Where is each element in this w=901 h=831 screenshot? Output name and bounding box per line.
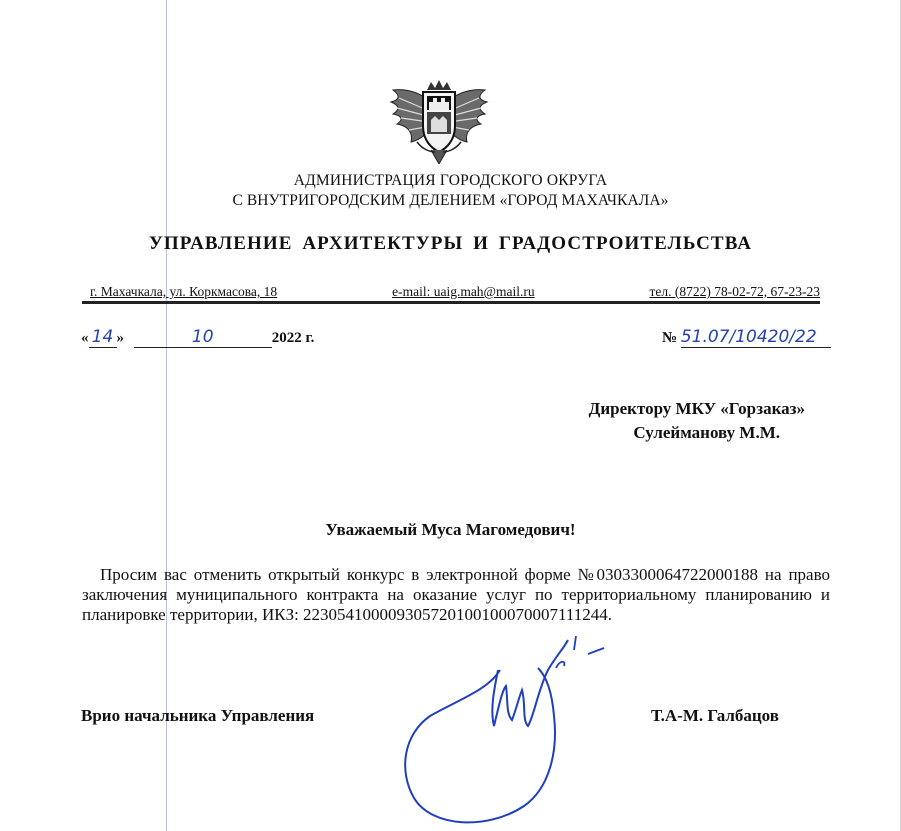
addressee-position: Директору МКУ «Горзаказ» [588, 399, 805, 418]
organization-line-1: АДМИНИСТРАЦИЯ ГОРОДСКОГО ОКРУГА [293, 172, 608, 189]
address-text: г. Махачкала, ул. Коркмасова, 18 [90, 284, 278, 299]
addressee-name: Сулейманову М.М. [633, 423, 780, 442]
number-sign: № [662, 330, 678, 346]
date-close-quote: » [116, 330, 124, 346]
letter-number [662, 327, 831, 348]
greeting: Уважаемый Муса Магомедович! [325, 520, 576, 539]
department-title: УПРАВЛЕНИЕ АРХИТЕКТУРЫ И ГРАДОСТРОИТЕЛЬСТВА [148, 233, 753, 254]
email-text: e-mail: uaig.mah@mail.ru [392, 284, 535, 299]
number-value: 51.07/10420/22 [680, 327, 817, 347]
handwritten-signature [398, 630, 618, 831]
date-year: 2022 г. [271, 330, 315, 346]
coat-of-arms-icon [387, 80, 491, 164]
date-day-field [89, 327, 117, 348]
phone-text: тел. (8722) 78-02-72, 67-23-23 [649, 284, 820, 299]
date-month: 10 [191, 327, 214, 347]
body-paragraph: Просим вас отменить открытый конкурс в электронной форме №0303300064722000188 на право заключения муниципального контракта на оказание услуг по территориальному планированию и планировке территории, ИКЗ: 223054100009305720100100070007111244. [82, 565, 830, 624]
contacts-bar [82, 284, 820, 304]
letter-body [82, 565, 830, 625]
addressee-block [0, 397, 805, 445]
signatory-role: Врио начальника Управления [81, 706, 315, 725]
letter-date [81, 327, 314, 348]
date-day: 14 [91, 327, 114, 347]
number-field [681, 327, 831, 348]
organization-line-2: С ВНУТРИГОРОДСКИМ ДЕЛЕНИЕМ «ГОРОД МАХАЧКАЛА» [232, 192, 669, 209]
signatory-name: Т.А-М. Галбацов [651, 706, 779, 725]
date-open-quote: « [81, 330, 89, 346]
date-month-field [134, 327, 272, 348]
